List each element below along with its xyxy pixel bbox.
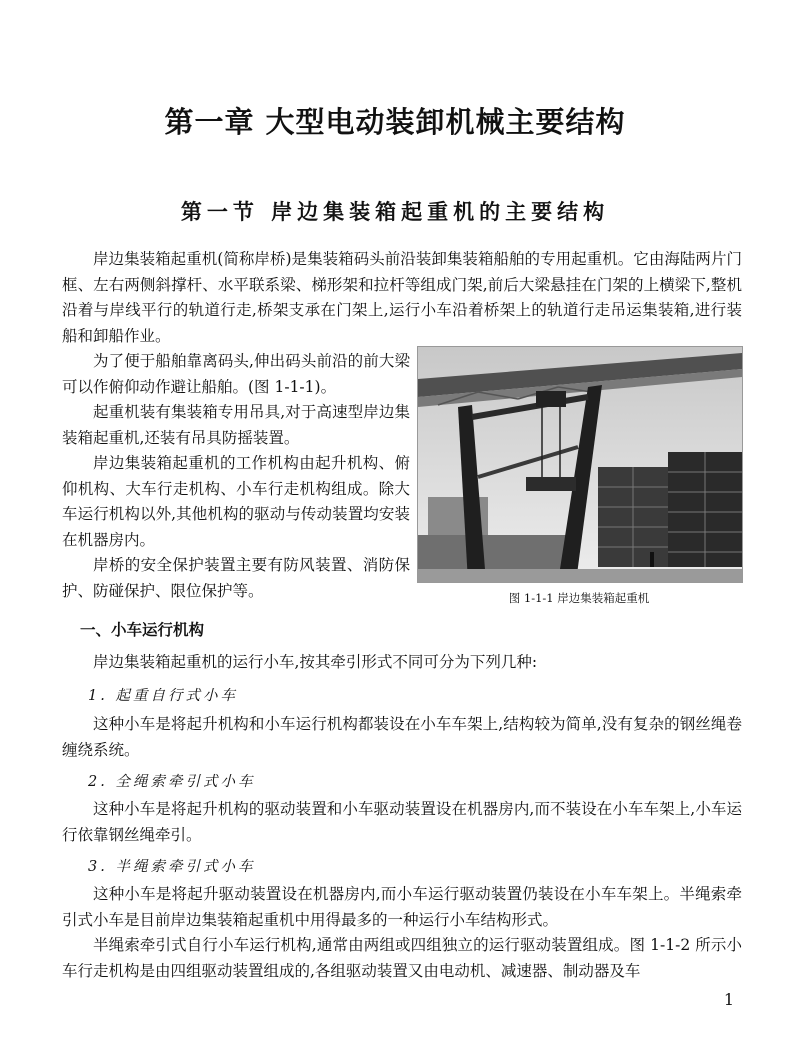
paragraph-trolley-types: 岸边集装箱起重机的运行小车,按其牵引形式不同可分为下列几种: <box>93 653 538 671</box>
crane-illustration <box>418 347 742 582</box>
paragraph-full-rope: 这种小车是将起升机构的驱动装置和小车驱动装置设在机器房内,而不装设在小车车架上,小车运行依靠钢丝绳牵引。 <box>62 800 742 844</box>
subheading-semi-rope: 3. 半绳索牵引式小车 <box>88 859 256 875</box>
paragraph-intro: 岸边集装箱起重机(简称岸桥)是集装箱码头前沿装卸集装箱船舶的专用起重机。它由海陆两片门框、左右两侧斜撑杆、水平联系梁、梯形架和拉杆等组成门架,前后大梁悬挂在门架的上横梁下,整机沿着与岸线平行的轨道行走,桥架支承在门架上,运行小车沿着桥架上的轨道行走吊运集装箱,进行装船和卸船作业。 <box>62 250 742 345</box>
section-title: 第一节 岸边集装箱起重机的主要结构 <box>180 199 610 224</box>
crane-photo <box>417 346 743 583</box>
paragraph-luffing: 为了便于船舶靠离码头,伸出码头前沿的前大梁可以作俯仰动作避让船舶。(图 1-1-1)。 <box>62 352 410 396</box>
paragraph-semi-rope-drive: 半绳索牵引式自行小车运行机构,通常由两组或四组独立的运行驱动装置组成。图 1-1-2 所示小车行走机构是由四组驱动装置组成的,各组驱动装置又由电动机、减速器、制动器及车 <box>62 936 742 980</box>
figure-caption: 图 1-1-1 岸边集装箱起重机 <box>508 591 650 605</box>
paragraph-safety: 岸桥的安全保护装置主要有防风装置、消防保护、防碰保护、限位保护等。 <box>62 556 410 600</box>
paragraph-self-propelled: 这种小车是将起升机构和小车运行机构都装设在小车车架上,结构较为简单,没有复杂的钢丝绳卷缠绕系统。 <box>62 715 742 759</box>
paragraph-semi-rope: 这种小车是将起升驱动装置设在机器房内,而小车运行驱动装置仍装设在小车车架上。半绳索牵引式小车是目前岸边集装箱起重机中用得最多的一种运行小车结构形式。 <box>62 885 742 929</box>
paragraph-spreader: 起重机装有集装箱专用吊具,对于高速型岸边集装箱起重机,还装有吊具防摇装置。 <box>62 403 410 447</box>
subheading-self-propelled: 1. 起重自行式小车 <box>88 688 238 704</box>
paragraph-mechanisms: 岸边集装箱起重机的工作机构由起升机构、俯仰机构、大车行走机构、小车行走机构组成。除大车运行机构以外,其他机构的驱动与传动装置均安装在机器房内。 <box>62 454 410 549</box>
subheading-trolley-mechanism: 一、小车运行机构 <box>80 621 205 639</box>
chapter-title: 第一章 大型电动装卸机械主要结构 <box>164 105 626 139</box>
page-number: 1 <box>723 990 734 1009</box>
subheading-full-rope: 2. 全绳索牵引式小车 <box>88 774 256 790</box>
